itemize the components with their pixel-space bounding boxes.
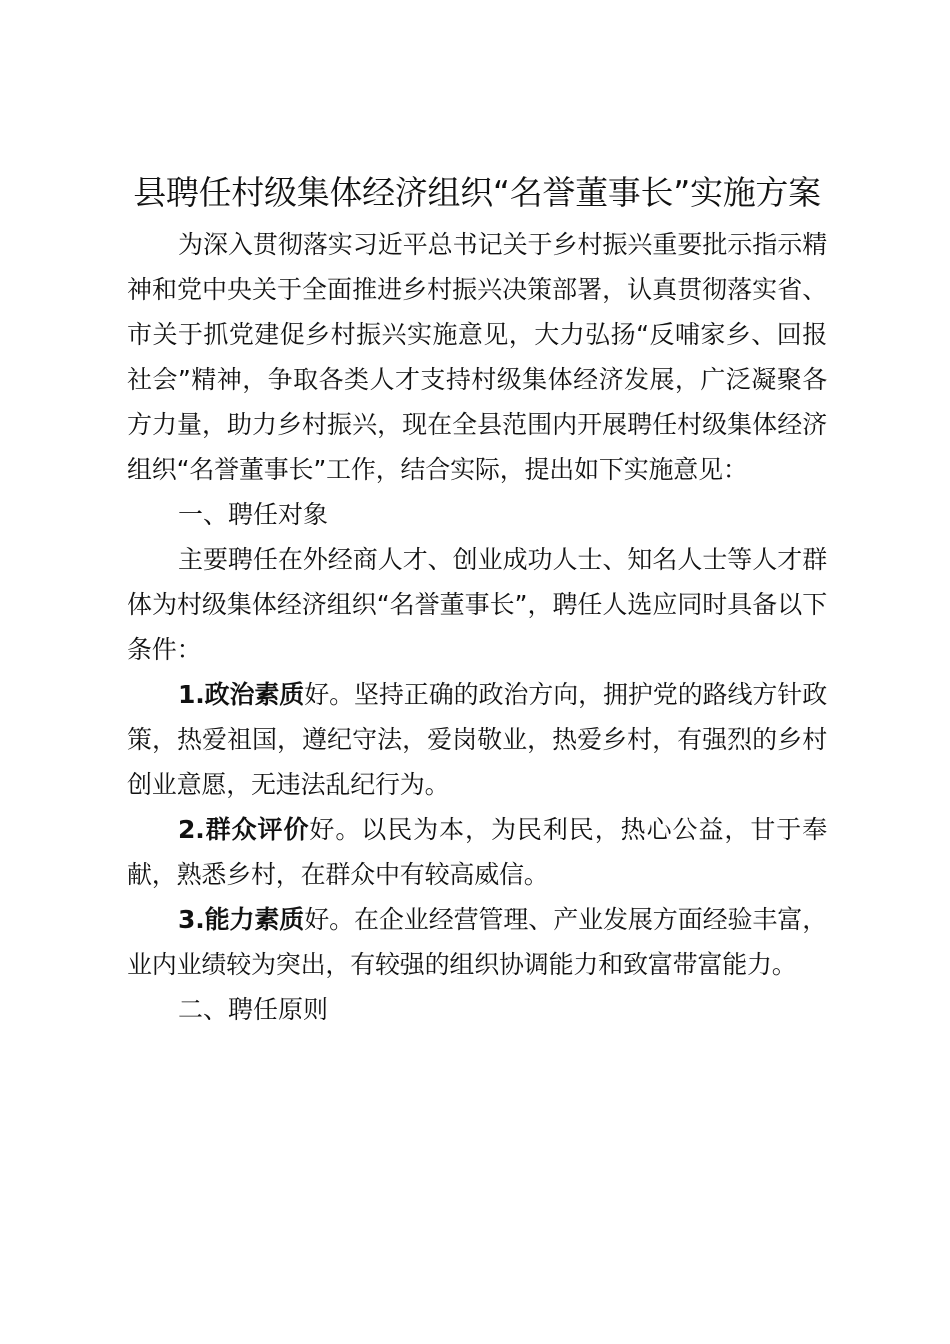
section-heading-1: 一、聘任对象	[178, 500, 329, 529]
condition-3-label: 3.能力素质	[178, 905, 305, 934]
condition-1-label: 1.政治素质	[178, 680, 305, 709]
document-page	[127, 168, 827, 1032]
section-1-body: 主要聘任在外经商人才、创业成功人士、知名人士等人才群体为村级集体经济组织“名誉董事长”，聘任人选应同时具备以下条件：	[127, 545, 827, 664]
intro-paragraph: 为深入贯彻落实习近平总书记关于乡村振兴重要批示指示精神和党中央关于全面推进乡村振兴决策部署，认真贯彻落实省、市关于抓党建促乡村振兴实施意见，大力弘扬“反哺家乡、回报社会”精神，争取各类人才支持村级集体经济发展，广泛凝聚各方力量，助力乡村振兴，现在全县范围内开展聘任村级集体经济组织“名誉董事长”工作，结合实际，提出如下实施意见：	[127, 230, 827, 484]
condition-item-3	[127, 897, 827, 987]
document-title: 县聘任村级集体经济组织“名誉董事长”实施方案	[133, 173, 821, 212]
condition-3-text: 好。在企业经营管理、产业发展方面经验丰富，业内业绩较为突出，有较强的组织协调能力和致富带富能力。	[127, 905, 827, 979]
condition-1-text: 好。坚持正确的政治方向，拥护党的路线方针政策，热爱祖国，遵纪守法，爱岗敬业，热爱乡村，有强烈的乡村创业意愿，无违法乱纪行为。	[127, 680, 827, 799]
condition-2-label: 2.群众评价	[178, 815, 310, 844]
condition-item-1	[127, 672, 827, 807]
condition-item-2	[127, 807, 827, 897]
section-heading-2: 二、聘任原则	[178, 995, 329, 1024]
condition-2-text: 好。以民为本，为民利民，热心公益，甘于奉献，熟悉乡村，在群众中有较高威信。	[127, 815, 827, 889]
